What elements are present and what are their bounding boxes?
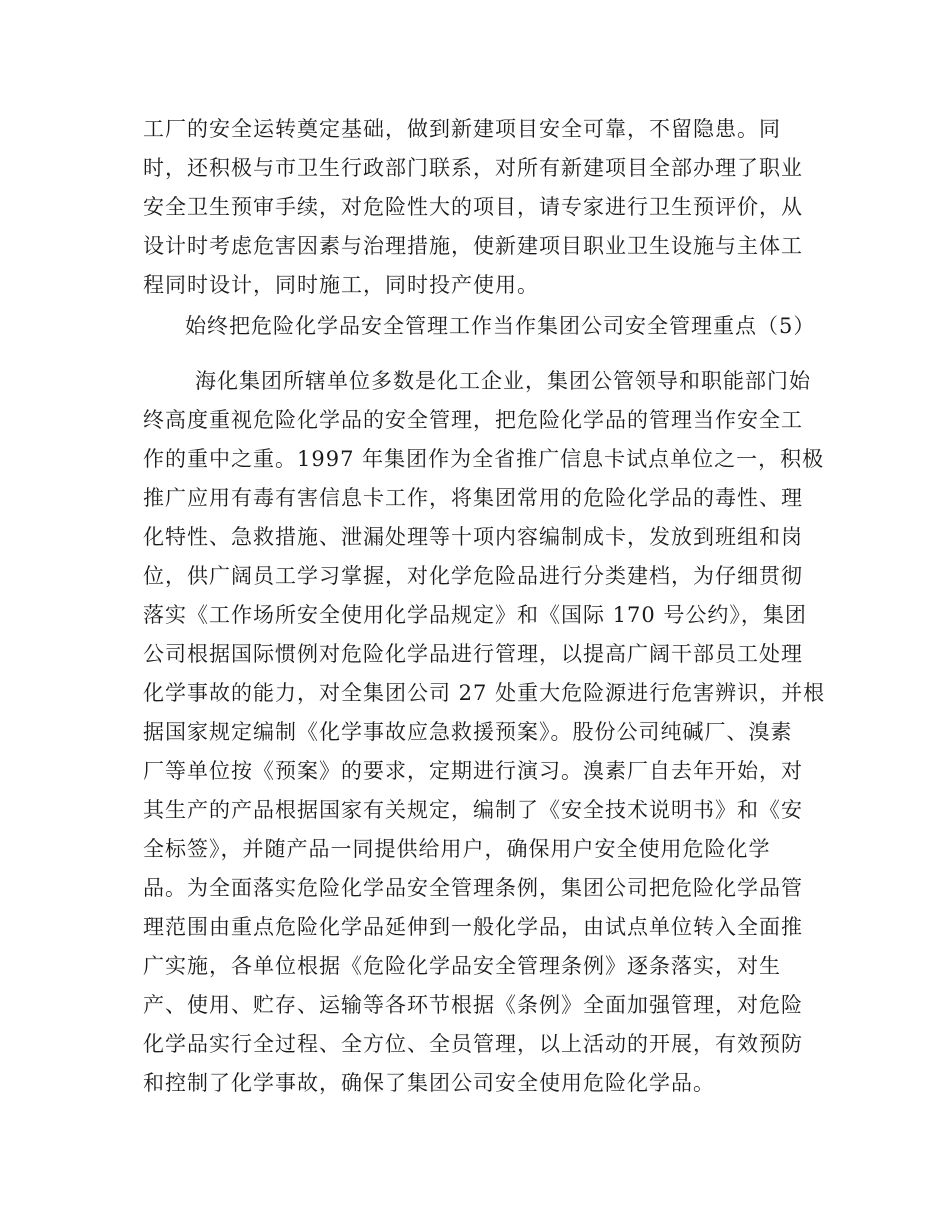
- paragraph-line: 作的重中之重。1997 年集团作为全省推广信息卡试点单位之一，积极: [143, 447, 825, 471]
- section-heading-wrapper: [143, 307, 816, 346]
- paragraph-main: [143, 362, 826, 1103]
- section-heading: 始终把危险化学品安全管理工作当作集团公司安全管理重点（5）: [185, 314, 816, 338]
- paragraph-continued: [143, 110, 807, 305]
- paragraph-line: 产、使用、贮存、运输等各环节根据《条例》全面加强管理，对危险: [143, 993, 803, 1017]
- paragraph-line: 时，还积极与市卫生行政部门联系，对所有新建项目全部办理了职业: [143, 156, 803, 180]
- paragraph-line: 全标签》，并随产品一同提供给用户，确保用户安全使用危险化学: [143, 837, 771, 861]
- paragraph-line: 公司根据国际惯例对危险化学品进行管理，以提高广阔干部员工处理: [143, 642, 803, 666]
- paragraph-line: 终高度重视危险化学品的安全管理，把危险化学品的管理当作安全工: [143, 408, 803, 432]
- paragraph-line: 品。为全面落实危险化学品安全管理条例，集团公司把危险化学品管: [143, 876, 803, 900]
- paragraph-line: 海化集团所辖单位多数是化工企业，集团公管领导和职能部门始: [195, 369, 811, 393]
- paragraph-line: 据国家规定编制《化学事故应急救援预案》。股份公司纯碱厂、溴素: [143, 720, 793, 744]
- paragraph-line: 工厂的安全运转奠定基础，做到新建项目安全可靠，不留隐患。同: [143, 117, 781, 141]
- paragraph-line: 化学事故的能力，对全集团公司 27 处重大危险源进行危害辨识，并根: [143, 681, 826, 705]
- paragraph-line: 位，供广阔员工学习掌握，对化学危险品进行分类建档，为仔细贯彻: [143, 564, 803, 588]
- paragraph-line: 和控制了化学事故，确保了集团公司安全使用危险化学品。: [143, 1071, 715, 1095]
- paragraph-line: 程同时设计，同时施工，同时投产使用。: [143, 273, 539, 297]
- paragraph-line: 推广应用有毒有害信息卡工作，将集团常用的危险化学品的毒性、理: [143, 486, 803, 510]
- paragraph-line: 理范围由重点危险化学品延伸到一般化学品，由试点单位转入全面推: [143, 915, 803, 939]
- paragraph-line: 设计时考虑危害因素与治理措施，使新建项目职业卫生设施与主体工: [143, 234, 803, 258]
- paragraph-line: 化学品实行全过程、全方位、全员管理，以上活动的开展，有效预防: [143, 1032, 803, 1056]
- paragraph-line: 其生产的产品根据国家有关规定，编制了《安全技术说明书》和《安: [143, 798, 803, 822]
- paragraph-line: 厂等单位按《预案》的要求，定期进行演习。溴素厂自去年开始，对: [143, 759, 803, 783]
- paragraph-line: 化特性、急救措施、泄漏处理等十项内容编制成卡，发放到班组和岗: [143, 525, 803, 549]
- paragraph-line: 安全卫生预审手续，对危险性大的项目，请专家进行卫生预评价，从: [143, 195, 803, 219]
- paragraph-line: 落实《工作场所安全使用化学品规定》和《国际 170 号公约》，集团: [143, 603, 807, 627]
- paragraph-line: 广实施，各单位根据《危险化学品安全管理条例》逐条落实，对生: [143, 954, 781, 978]
